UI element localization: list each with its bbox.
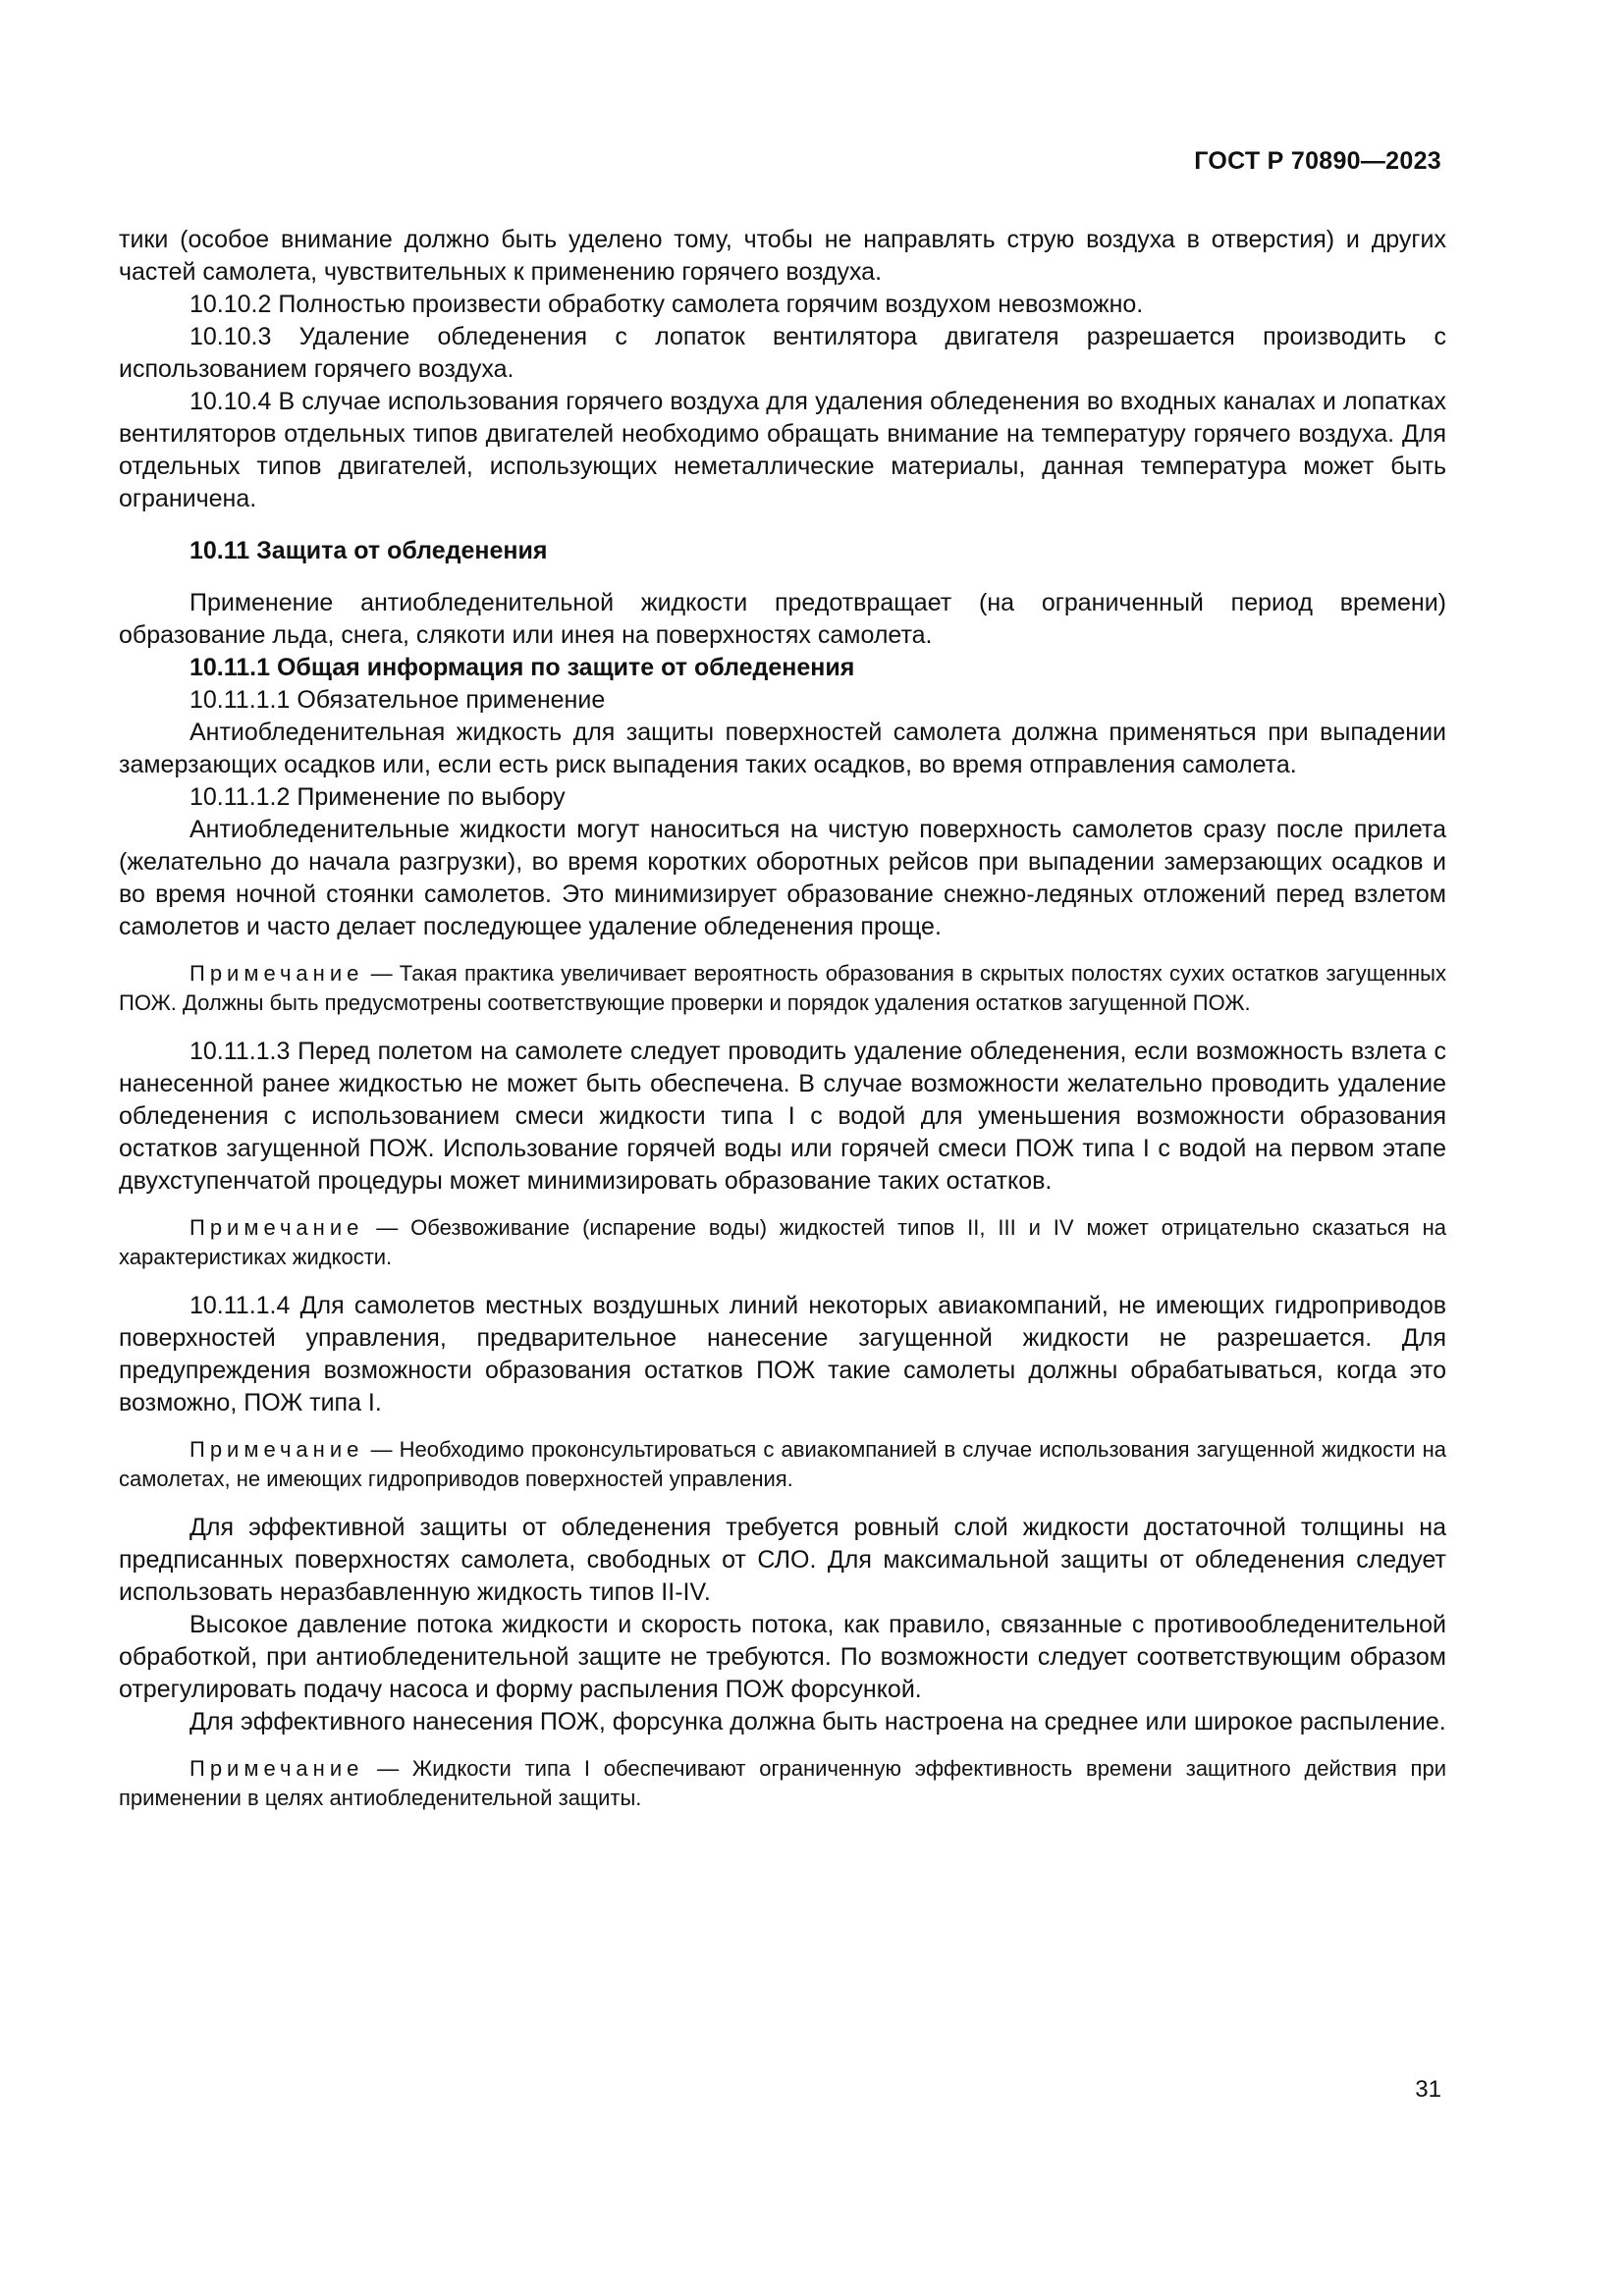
paragraph-pressure-flow: Высокое давление потока жидкости и скорость потока, как правило, связанные с противообледенительной обработкой, при антиобледенительной защите не требуются. По возможности следует соответствующим образом отрегулировать подачу насоса и форму распыления ПОЖ форсункой. [119, 1611, 1446, 1703]
note-label: Примечание [189, 961, 364, 986]
document-body [119, 224, 1446, 1831]
paragraph-optional-application: Антиобледенительные жидкости могут наноситься на чистую поверхность самолетов сразу после прилета (желательно до начала разгрузки), во время коротких оборотных рейсов при выпадении замерзающих осадков и во время ночной стоянки самолетов. Это минимизирует образование снежно-ледяных отложений перед взлетом самолетов и часто делает последующее удаление обледенения проще. [119, 816, 1446, 940]
note-1 [119, 959, 1446, 1018]
paragraph-10-11-1-1: 10.11.1.1 Обязательное применение [189, 686, 606, 714]
note-4 [119, 1754, 1446, 1813]
note-label: Примечание [189, 1437, 364, 1462]
paragraph-10-11-1-4: 10.11.1.4 Для самолетов местных воздушных линий некоторых авиакомпаний, не имеющих гидроприводов поверхностей управления, предварительное нанесение загущенной жидкости не разрешается. Для предупреждения возможности образования остатков ПОЖ такие самолеты должны обрабатываться, когда это возможно, ПОЖ типа I. [119, 1292, 1446, 1416]
paragraph-10-10-3: 10.10.3 Удаление обледенения с лопаток вентилятора двигателя разрешается производить с использованием горячего воздуха. [119, 323, 1446, 383]
document-code-header: ГОСТ Р 70890—2023 [1194, 147, 1441, 175]
paragraph-continuation: тики (особое внимание должно быть уделено тому, чтобы не направлять струю воздуха в отверстия) и других частей самолета, чувствительных к применению горячего воздуха. [119, 226, 1446, 286]
paragraph-effective-protection: Для эффективной защиты от обледенения требуется ровный слой жидкости достаточной толщины на предписанных поверхностях самолета, свободных от СЛО. Для максимальной защиты от обледенения следует использовать неразбавленную жидкость типов II-IV. [119, 1514, 1446, 1606]
paragraph-protection-intro: Применение антиобледенительной жидкости предотвращает (на ограниченный период времени) образование льда, снега, слякоти или инея на поверхностях самолета. [119, 589, 1446, 649]
section-heading-10-11: 10.11 Защита от обледенения [189, 537, 548, 564]
page-number: 31 [1415, 2076, 1441, 2103]
paragraph-10-10-4: 10.10.4 В случае использования горячего воздуха для удаления обледенения во входных каналах и лопатках вентиляторов отдельных типов двигателей необходимо обращать внимание на температуру горячего воздуха. Для отдельных типов двигателей, использующих неметаллические материалы, данная температура может быть ограничена. [119, 388, 1446, 512]
note-3 [119, 1435, 1446, 1494]
note-label: Примечание [189, 1756, 364, 1781]
paragraph-10-10-2: 10.10.2 Полностью произвести обработку самолета горячим воздухом невозможно. [189, 291, 1144, 318]
note-text: — Такая практика увеличивает вероятность образования в скрытых полостях сухих остатков загущенных ПОЖ. Должны быть предусмотрены соответствующие проверки и порядок удаления остатков загущенной ПОЖ. [119, 961, 1446, 1015]
note-label: Примечание [189, 1215, 364, 1240]
note-text: — Обезвоживание (испарение воды) жидкостей типов II, III и IV может отрицательно сказаться на характеристиках жидкости. [119, 1215, 1446, 1269]
paragraph-nozzle-setting: Для эффективного нанесения ПОЖ, форсунка должна быть настроена на среднее или широкое распыление. [189, 1708, 1446, 1735]
paragraph-mandatory-application: Антиобледенительная жидкость для защиты поверхностей самолета должна применяться при выпадении замерзающих осадков или, если есть риск выпадения таких осадков, во время отправления самолета. [119, 719, 1446, 778]
note-2 [119, 1213, 1446, 1272]
note-text: — Необходимо проконсультироваться с авиакомпанией в случае использования загущенной жидкости на самолетах, не имеющих гидроприводов поверхностей управления. [119, 1437, 1446, 1491]
section-heading-10-11-1: 10.11.1 Общая информация по защите от обледенения [189, 654, 855, 681]
paragraph-10-11-1-2: 10.11.1.2 Применение по выбору [189, 783, 566, 811]
note-text: — Жидкости типа I обеспечивают ограниченную эффективность времени защитного действия при применении в целях антиобледенительной защиты. [119, 1756, 1446, 1810]
paragraph-10-11-1-3: 10.11.1.3 Перед полетом на самолете следует проводить удаление обледенения, если возможность взлета с нанесенной ранее жидкостью не может быть обеспечена. В случае возможности желательно проводить удаление обледенения с использованием смеси жидкости типа I с водой для уменьшения возможности образования остатков загущенной ПОЖ. Использование горячей воды или горячей смеси ПОЖ типа I с водой на первом этапе двухступенчатой процедуры может минимизировать образование таких остатков. [119, 1038, 1446, 1195]
